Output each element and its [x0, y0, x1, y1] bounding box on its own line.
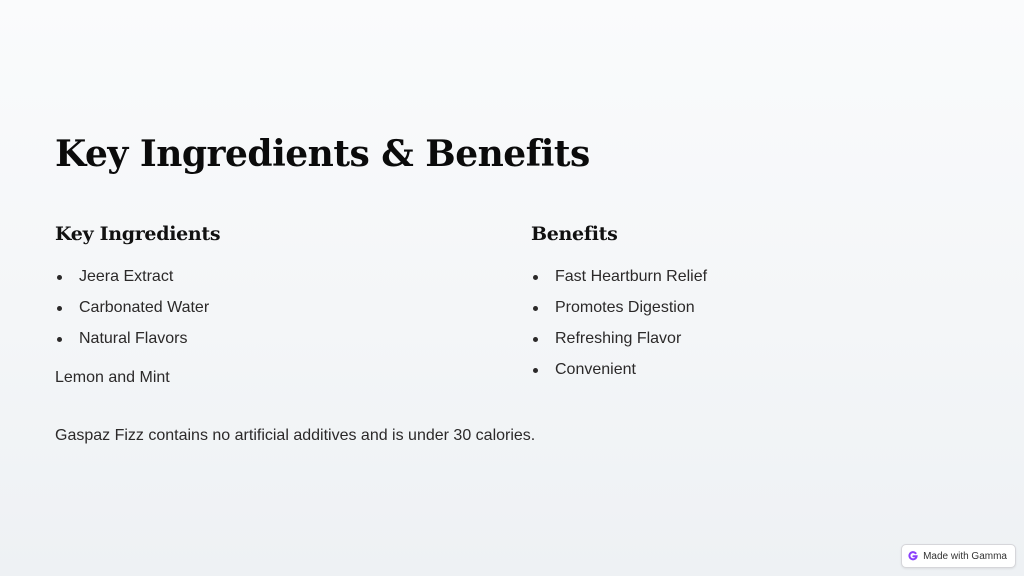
- list-item: [55, 261, 209, 292]
- benefit-label: Convenient: [555, 361, 636, 378]
- list-item: [55, 323, 209, 354]
- bullet: [533, 368, 538, 373]
- ingredient-label: Jeera Extract: [79, 268, 174, 285]
- slide-title: Key Ingredients & Benefits: [55, 133, 590, 175]
- ingredients-list: [55, 261, 209, 354]
- bullet: [533, 306, 538, 311]
- list-item: [531, 292, 707, 323]
- benefits-heading: Benefits: [531, 223, 618, 245]
- made-with-gamma-badge[interactable]: [901, 544, 1016, 568]
- bullet: [57, 306, 62, 311]
- bullet: [533, 337, 538, 342]
- benefit-label: Refreshing Flavor: [555, 330, 682, 347]
- ingredient-label: Carbonated Water: [79, 299, 210, 316]
- benefit-label: Promotes Digestion: [555, 299, 695, 316]
- ingredient-label: Natural Flavors: [79, 330, 188, 347]
- list-item: [531, 354, 707, 385]
- footer-note: Gaspaz Fizz contains no artificial additives and is under 30 calories.: [55, 427, 536, 444]
- bullet: [57, 275, 62, 280]
- list-item: [55, 292, 209, 323]
- bullet: [533, 275, 538, 280]
- list-item: [531, 261, 707, 292]
- benefits-list: [531, 261, 707, 385]
- ingredients-heading: Key Ingredients: [55, 223, 221, 245]
- gamma-logo-icon: [908, 551, 918, 561]
- list-item: [531, 323, 707, 354]
- benefit-label: Fast Heartburn Relief: [555, 268, 708, 285]
- badge-label: Made with Gamma: [923, 550, 1007, 562]
- bullet: [57, 337, 62, 342]
- ingredients-note: Lemon and Mint: [55, 369, 170, 386]
